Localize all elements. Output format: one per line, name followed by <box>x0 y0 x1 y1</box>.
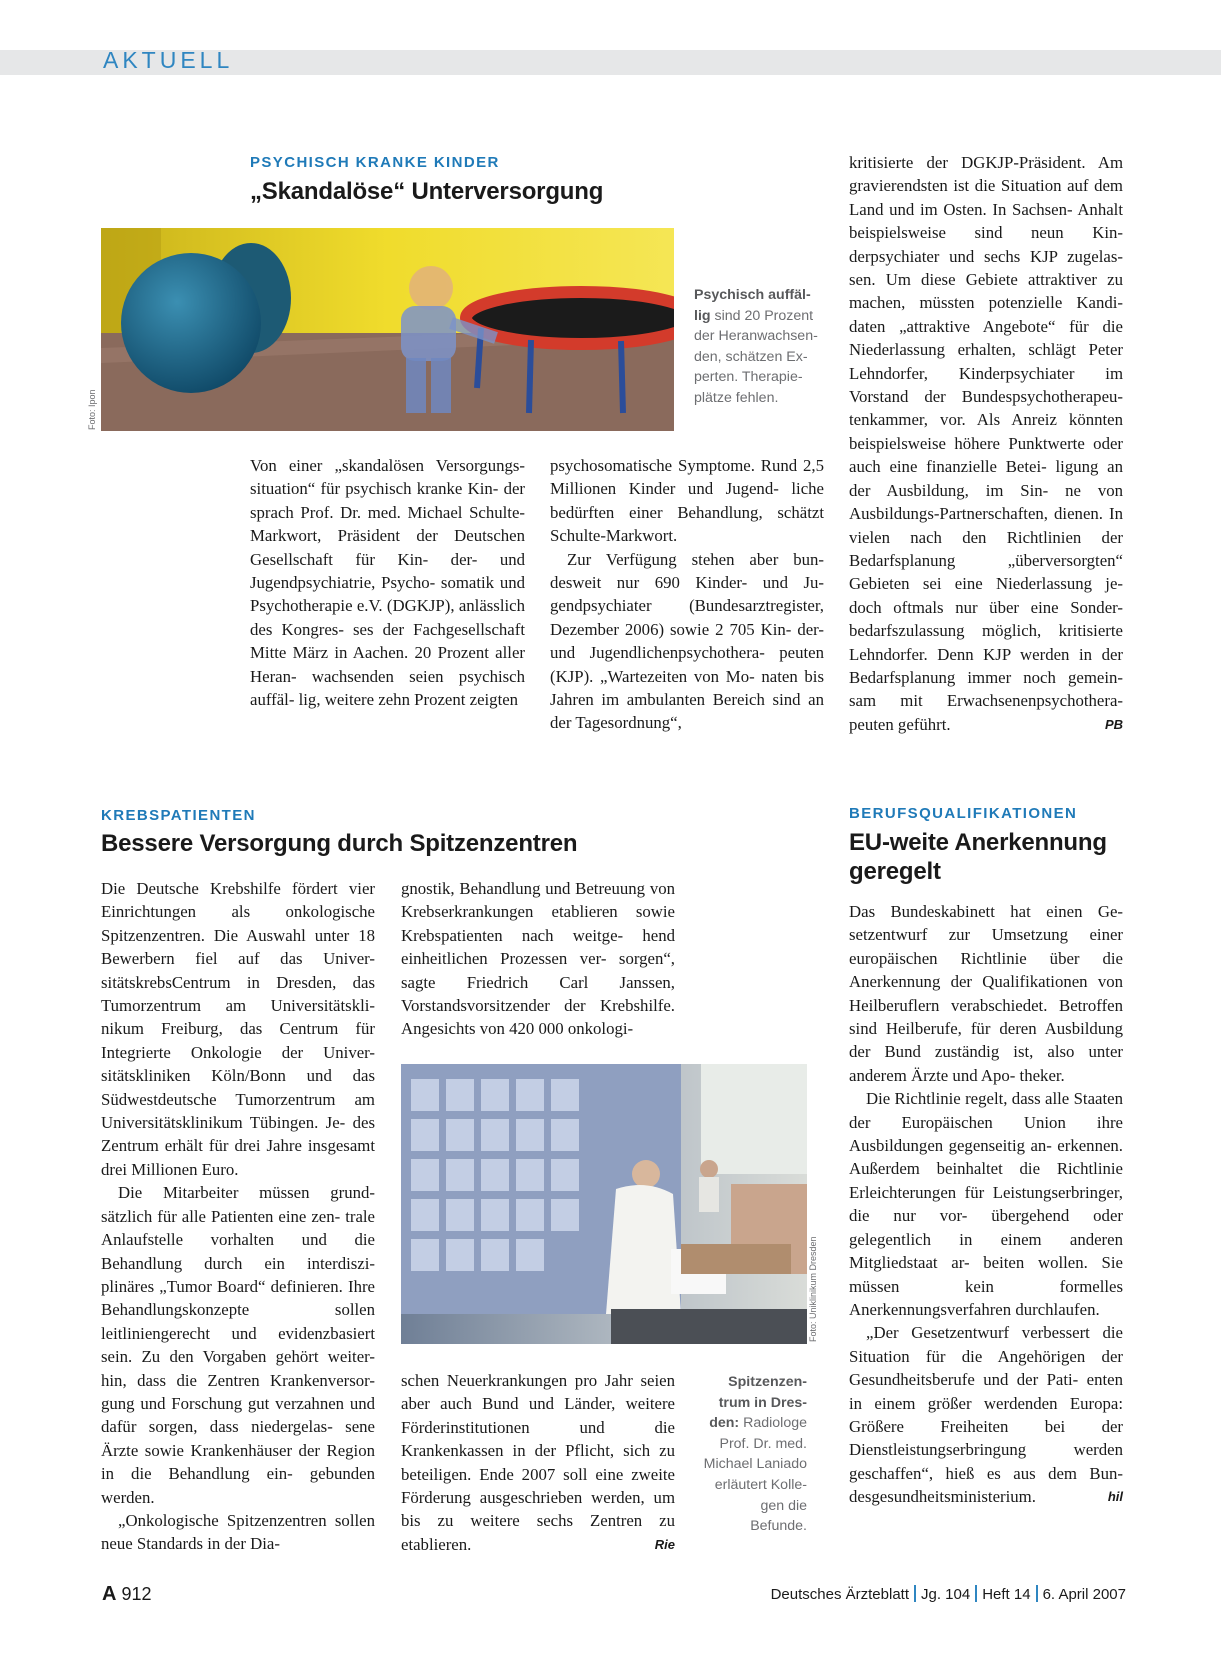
article2-photo-credit: Foto: Uniklinikum Dresden <box>808 1236 818 1342</box>
article1-photo-credit: Foto: Ipon <box>87 389 97 430</box>
page-number-value: 912 <box>121 1584 152 1604</box>
article2-col1-paragraph-2: Die Mitarbeiter müssen grund- sätzlich für alle Patienten eine zen- trale Anlaufstelle vorhalten und die Behandlung durch ein interdiszi- plinäres „Tumor Board“ definieren. Ihre Behandlungskonzepte sollen leitliniengerecht und evidenzbasiert sein. Zu den Vorgaben gehört weiter- hin, dass die Zentren Krankenversor- gung und Forschung gut verzahnen und dafür sorgen, dass niedergelas- sene Ärzte sowie Krankenhäuser der Region in die Behandlung ein- gebunden werden. <box>101 1183 375 1507</box>
article3-headline-line-1: EU-weite Anerkennung <box>849 829 1107 856</box>
article2-col2-bottom-text: schen Neuerkrankungen pro Jahr seien aber auch Bund und Länder, weitere Förderinstitutionen und die Krankenkassen in der Pflicht, sich zu beteiligen. Ende 2007 soll eine zweite Förderung ausgeschrieben werden, um bis zu weitere sechs Zentren zu etablieren. <box>401 1371 675 1554</box>
article2-kicker: KREBSPATIENTEN <box>101 807 256 824</box>
article1-caption-bold: Psychisch auffäl- lig <box>694 287 811 324</box>
article3-signature: hil <box>1107 1489 1123 1505</box>
footer-divider <box>1036 1585 1038 1602</box>
article1-column-3 <box>849 151 1123 736</box>
page-number <box>102 1583 152 1606</box>
article1-col2-paragraph-1: psychosomatische Symptome. Rund 2,5 Millionen Kinder und Jugend- liche bedürften einer Behandlung, schätzt Schulte-Markwort. <box>550 456 824 546</box>
footer-divider <box>914 1585 916 1602</box>
article2-column-2-bottom <box>401 1369 675 1556</box>
journal-volume: Jg. 104 <box>921 1586 971 1603</box>
section-rubric: AKTUELL <box>103 47 234 73</box>
article2-column-1 <box>101 877 375 1556</box>
article3-headline-line-2: geregelt <box>849 858 941 885</box>
article1-photo <box>101 228 674 431</box>
page-prefix: A <box>102 1583 117 1605</box>
article2-caption <box>700 1372 807 1537</box>
article3-kicker: BERUFSQUALIFIKATIONEN <box>849 805 1078 822</box>
article1-kicker: PSYCHISCH KRANKE KINDER <box>250 154 500 171</box>
article1-column-2 <box>550 454 824 735</box>
article3-paragraph-3: „Der Gesetzentwurf verbessert die Situation für die Angehörigen der Gesundheitsberufe und der Pati- enten in einem größer werdenden Europa: Größere Freiheiten bei der Dienstleistungserbringung werden geschaffen“, hieß es aus dem Bun- desgesundheitsministerium. <box>849 1323 1123 1507</box>
article2-caption-bold: Spitzenzen- trum in Dres- den: <box>709 1374 807 1432</box>
article2-col1-paragraph-3: „Onkologische Spitzenzentren sollen neue Standards in der Dia- <box>101 1510 375 1554</box>
article3-headline <box>849 828 1107 886</box>
article1-column-1 <box>250 454 525 711</box>
article2-col2-top-text: gnostik, Behandlung und Betreuung von Krebserkrankungen etablieren sowie Krebspatienten nach weitge- hend einheitlichen Prozessen ver- sorgen“, sagte Friedrich Carl Janssen, Vorstandsvorsitzender der Krebshilfe. Angesichts von 420 000 onkologi- <box>401 879 675 1039</box>
footer-divider <box>975 1585 977 1602</box>
article1-caption-text: sind 20 Prozent der Heranwachsen- den, schätzen Ex- perten. Therapie- plätze fehlen. <box>694 307 818 406</box>
article3-paragraph-1: Das Bundeskabinett hat einen Ge- setzentwurf zur Umsetzung einer europäischen Richtlinie über die Anerkennung der Qualifikationen von Heilberuflern verabschiedet. Betroffen sind Heilberufe, für deren Ausbildung der Bund zuständig ist, also unter anderem Ärzte und Apo- theker. <box>849 902 1123 1085</box>
article2-column-2-top <box>401 877 675 1041</box>
article2-col1-paragraph-1: Die Deutsche Krebshilfe fördert vier Einrichtungen als onkologische Spitzenzentren. Die Auswahl unter 18 Bewerbern fiel auf das Univer- sitätskrebsCentrum in Dresden, das Tumorzentrum am Universitätskli- nikum Freiburg, das Centrum für Integrierte Onkologie der Univer- sitätskliniken Köln/Bonn und das Südwestdeutsche Tumorzentrum am Universitätsklinikum Tübingen. Je- des Zentrum erhält für drei Jahre insgesamt drei Millionen Euro. <box>101 879 375 1179</box>
article3-column <box>849 900 1123 1509</box>
article1-headline: „Skandalöse“ Unterversorgung <box>250 178 604 205</box>
article3-paragraph-2: Die Richtlinie regelt, dass alle Staaten der Europäischen Union ihre Ausbildungen gegenseitig an- erkennen. Außerdem beinhaltet die Richtlinie Erleichterungen für Leistungserbringer, die nur vor- übergehend oder gelegentlich in einem anderen Mitgliedstaat ar- beiten wollen. Sie müssen kein formelles Anerkennungsverfahren durchlaufen. <box>849 1089 1123 1319</box>
article1-signature: PB <box>1104 716 1123 732</box>
journal-footer <box>771 1585 1126 1603</box>
article2-headline: Bessere Versorgung durch Spitzenzentren <box>101 830 578 857</box>
article1-caption <box>694 285 829 409</box>
journal-name: Deutsches Ärzteblatt <box>770 1586 909 1603</box>
article2-photo <box>401 1064 807 1344</box>
journal-date: 6. April 2007 <box>1042 1586 1126 1603</box>
article2-caption-text: Radiologe Prof. Dr. med. Michael Laniado erläutert Kolle- gen die Befunde. <box>703 1415 807 1535</box>
article1-col3-text: kritisierte der DGKJP-Präsident. Am gravierendsten ist die Situation auf dem Land und im Osten. In Sachsen- Anhalt beispielsweise sind neun Kin- derpsychiater und sechs KJP zugelas- sen. Um diese Gebiete attraktiver zu machen, müssten potenzielle Kandi- daten „attraktive Angebote“ für die Niederlassung erhalten, schlägt Peter Lehndorfer, Kinderpsychiater im Vorstand der Bundespsychotherapeu- tenkammer, vor. Als Anreiz könnten beispielsweise höhere Punktwerte oder auch eine finanzielle Betei- ligung an der Ausbildung, im Sin- ne von Ausbildungs-Partnerschaften, dienen. In vielen nach den Richtlinien der Bedarfsplanung „überversorgten“ Gebieten sei eine Niederlassung je- doch oftmals nur über eine Sonder- bedarfszulassung möglich, kritisierte Lehndorfer. Denn KJP werden in der Bedarfsplanung immer noch gemein- sam mit Erwachsenenpsychothera- peuten geführt. <box>849 153 1123 734</box>
article2-signature: Rie <box>654 1536 675 1552</box>
journal-issue: Heft 14 <box>982 1586 1031 1603</box>
article1-col2-paragraph-2: Zur Verfügung stehen aber bun- desweit nur 690 Kinder- und Ju- gendpsychiater (Bundesarztregister, Dezember 2006) sowie 2 705 Kin- der- und Jugendlichenpsychothera- peuten (KJP). „Wartezeiten von Mo- naten bis Jahren im ambulanten Bereich sind an der Tagesordnung“, <box>550 549 824 733</box>
article1-col1-text: Von einer „skandalösen Versorgungs- situation“ für psychisch kranke Kin- der sprach Prof. Dr. med. Michael Schulte-Markwort, Präsident der Deutschen Gesellschaft für Kin- der- und Jugendpsychiatrie, Psycho- somatik und Psychotherapie e.V. (DGKJP), anlässlich des Kongres- ses der Fachgesellschaft Mitte März in Aachen. 20 Prozent aller Heran- wachsenden seien psychisch auffäl- lig, weitere zehn Prozent zeigten <box>250 456 525 710</box>
